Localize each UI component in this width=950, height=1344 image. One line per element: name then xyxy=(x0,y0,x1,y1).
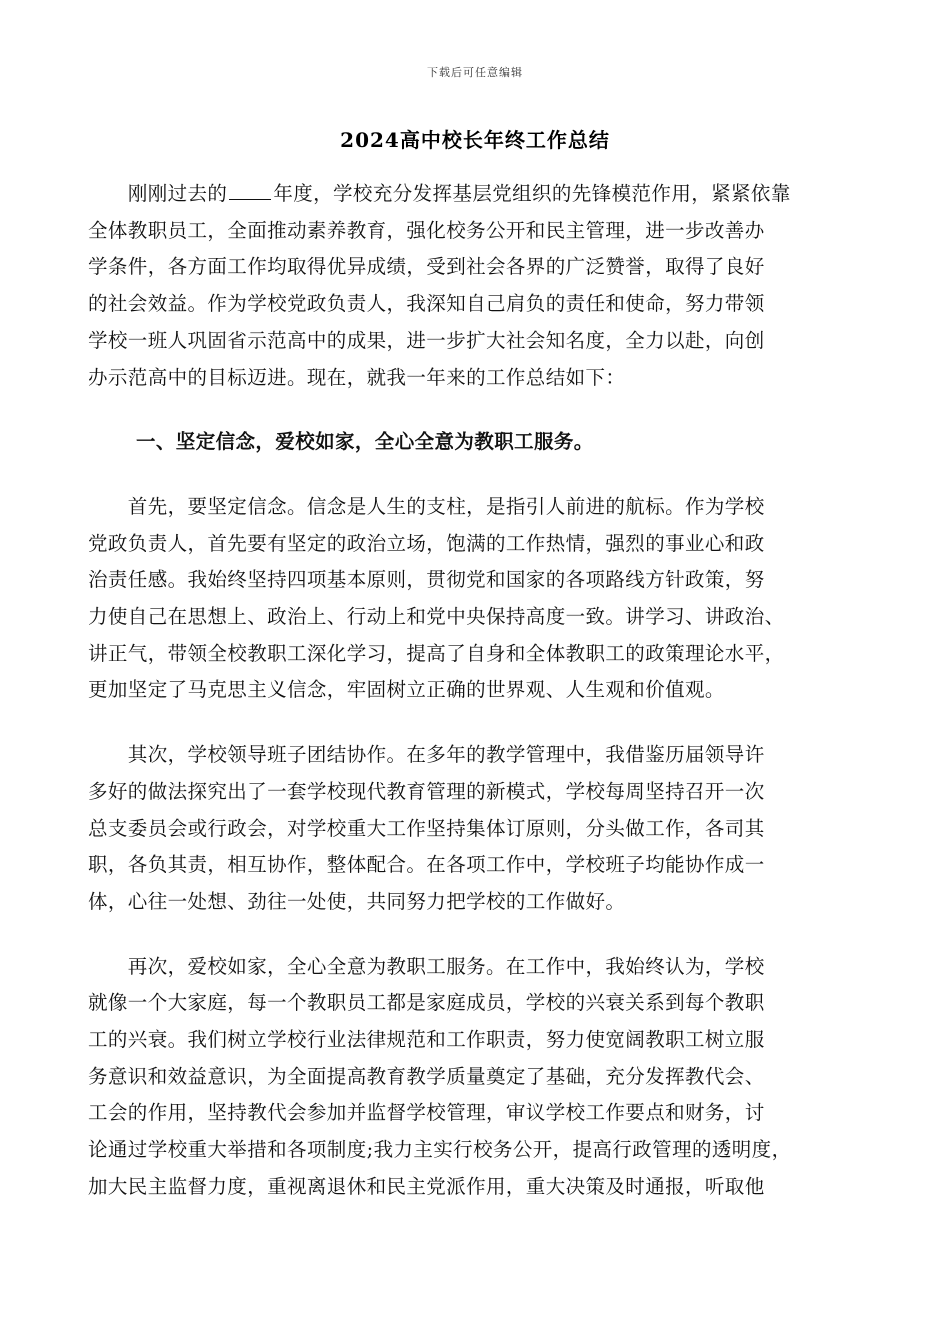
paragraph-gap xyxy=(88,461,862,489)
paragraph-line: 工会的作用，坚持教代会参加并监督学校管理，审议学校工作要点和财务，讨 xyxy=(88,1101,765,1125)
paragraph-line: 讲正气，带领全校教职工深化学习，提高了自身和全体教职工的政策理论水平， xyxy=(88,641,785,665)
paragraph-line: 力使自己在思想上、政治上、行动上和党中央保持高度一致。讲学习、讲政治、 xyxy=(88,605,785,629)
fill-in-blank xyxy=(229,181,271,200)
paragraph-line: 党政负责人，首先要有坚定的政治立场，饱满的工作热情，强烈的事业心和政 xyxy=(88,531,765,555)
section-heading: 一、坚定信念，爱校如家，全心全意为教职工服务。 xyxy=(136,430,594,454)
paragraph-gap xyxy=(88,709,862,737)
document-title: 2024高中校长年终工作总结 xyxy=(340,128,610,152)
paragraph-leadership xyxy=(88,737,862,921)
paragraph-service xyxy=(88,949,862,1206)
document-body xyxy=(88,176,862,1206)
paragraph-line: 首先，要坚定信念。信念是人生的支柱，是指引人前进的航标。作为学校 xyxy=(88,494,765,518)
header-note: 下载后可任意编辑 xyxy=(427,66,523,79)
paragraph-line: 体，心往一处想、劲往一处使，共同努力把学校的工作做好。 xyxy=(88,889,626,913)
intro-line: 学校一班人巩固省示范高中的成果，进一步扩大社会知名度，全力以赴，向创 xyxy=(88,328,765,352)
paragraph-line: 多好的做法探究出了一套学校现代教育管理的新模式，学校每周坚持召开一次 xyxy=(88,779,765,803)
intro-text-continued: 年度，学校充分发挥基层党组织的先锋模范作用，紧紧依靠 xyxy=(273,182,791,205)
paragraph-beliefs xyxy=(88,489,862,709)
paragraph-line: 其次，学校领导班子团结协作。在多年的教学管理中，我借鉴历届领导许 xyxy=(88,743,765,767)
paragraph-gap xyxy=(88,396,862,424)
intro-text-start: 刚刚过去的 xyxy=(127,182,228,205)
paragraph-line: 工的兴衰。我们树立学校行业法律规范和工作职责，努力使宽阔教职工树立服 xyxy=(88,1028,765,1052)
paragraph-line: 务意识和效益意识，为全面提高教育教学质量奠定了基础，充分发挥教代会、 xyxy=(88,1064,765,1088)
paragraph-line: 治责任感。我始终坚持四项基本原则，贯彻党和国家的各项路线方针政策，努 xyxy=(88,568,765,592)
intro-paragraph xyxy=(88,176,862,396)
intro-line: 办示范高中的目标迈进。现在，就我一年来的工作总结如下： xyxy=(88,365,626,389)
intro-line xyxy=(88,176,862,213)
paragraph-line: 就像一个大家庭，每一个教职员工都是家庭成员，学校的兴衰关系到每个教职 xyxy=(88,991,765,1015)
paragraph-line: 加大民主监督力度，重视离退休和民主党派作用，重大决策及时通报，听取他 xyxy=(88,1174,765,1198)
paragraph-line: 职，各负其责，相互协作，整体配合。在各项工作中，学校班子均能协作成一 xyxy=(88,853,765,877)
intro-line: 的社会效益。作为学校党政负责人，我深知自己肩负的责任和使命，努力带领 xyxy=(88,292,765,316)
paragraph-line: 总支委员会或行政会，对学校重大工作坚持集体订原则，分头做工作，各司其 xyxy=(88,816,765,840)
intro-line: 学条件，各方面工作均取得优异成绩，受到社会各界的广泛赞誉，取得了良好 xyxy=(88,255,765,279)
paragraph-line: 再次，爱校如家，全心全意为教职工服务。在工作中，我始终认为，学校 xyxy=(88,954,765,978)
paragraph-line: 更加坚定了马克思主义信念，牢固树立正确的世界观、人生观和价值观。 xyxy=(88,678,725,702)
paragraph-line: 论通过学校重大举措和各项制度;我力主实行校务公开，提高行政管理的透明度， xyxy=(88,1138,792,1162)
paragraph-gap xyxy=(88,921,862,949)
intro-line: 全体教职员工，全面推动素养教育，强化校务公开和民主管理，进一步改善办 xyxy=(88,218,765,242)
